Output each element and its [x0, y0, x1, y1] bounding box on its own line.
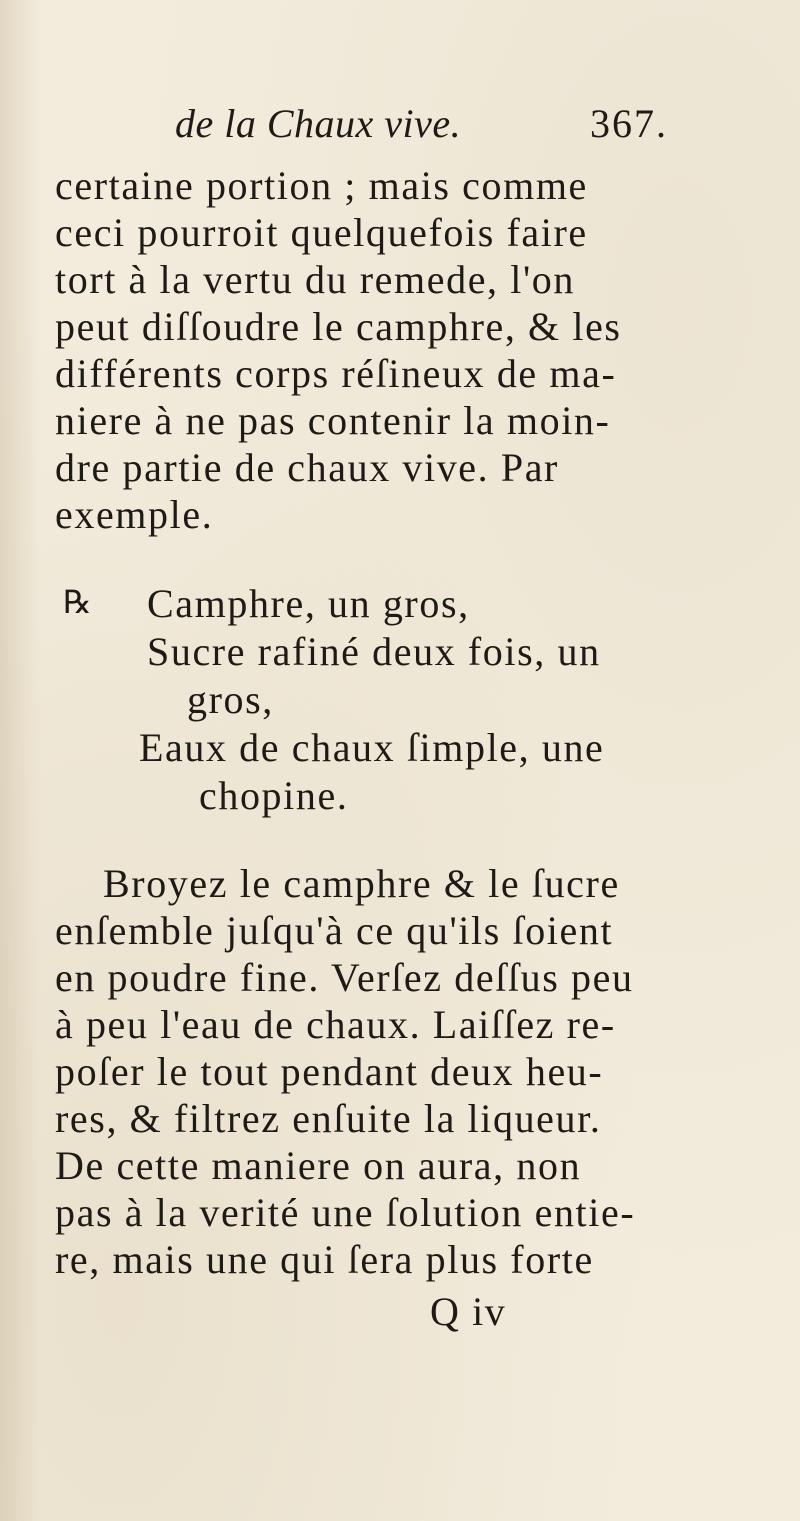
recipe-line: Sucre rafiné deux fois, un — [147, 629, 601, 674]
recipe-line: chopine. — [199, 773, 349, 818]
recipe-line: Eaux de chaux ſimple, une — [139, 725, 605, 770]
text-line: tort à la vertu du remede, l'on — [55, 257, 575, 302]
page-number: 367. — [590, 101, 668, 146]
text-line: exemple. — [55, 492, 214, 537]
paragraph-1 — [55, 162, 745, 538]
text-line: Broyez le camphre & le ſucre — [103, 861, 620, 906]
signature-mark: Q iv — [430, 1289, 507, 1334]
recipe-line: Camphre, un gros, — [147, 581, 470, 626]
recipe-line: gros, — [187, 677, 274, 722]
text-line: re, mais une qui ſera plus forte — [55, 1237, 594, 1282]
text-line: en poudre fine. Verſez deſſus peu — [55, 955, 634, 1000]
text-line: poſer le tout pendant deux heu- — [55, 1049, 604, 1094]
text-line: certaine portion ; mais comme — [55, 163, 588, 208]
text-line: dre partie de chaux vive. Par — [55, 445, 559, 490]
text-line: niere à ne pas contenir la moin- — [55, 398, 611, 443]
paragraph-2 — [55, 860, 745, 1283]
text-line: De cette maniere on aura, non — [55, 1143, 582, 1188]
text-line: à peu l'eau de chaux. Laiſſez re- — [55, 1002, 616, 1047]
text-line: différents corps réſineux de ma- — [55, 351, 617, 396]
text-line: enſemble juſqu'à ce qu'ils ſoient — [55, 908, 614, 953]
recipe-symbol: ℞ — [63, 583, 92, 621]
running-head-title: de la Chaux vive. — [175, 101, 462, 146]
text-line: peut diſſoudre le camphre, & les — [55, 304, 622, 349]
text-line: res, & filtrez enſuite la liqueur. — [55, 1096, 602, 1141]
running-head — [175, 100, 755, 147]
text-line: ceci pourroit quelquefois faire — [55, 210, 588, 255]
text-line: pas à la verité une ſolution entie- — [55, 1190, 636, 1235]
signature-mark-block — [430, 1288, 550, 1335]
recipe-list — [139, 580, 747, 820]
